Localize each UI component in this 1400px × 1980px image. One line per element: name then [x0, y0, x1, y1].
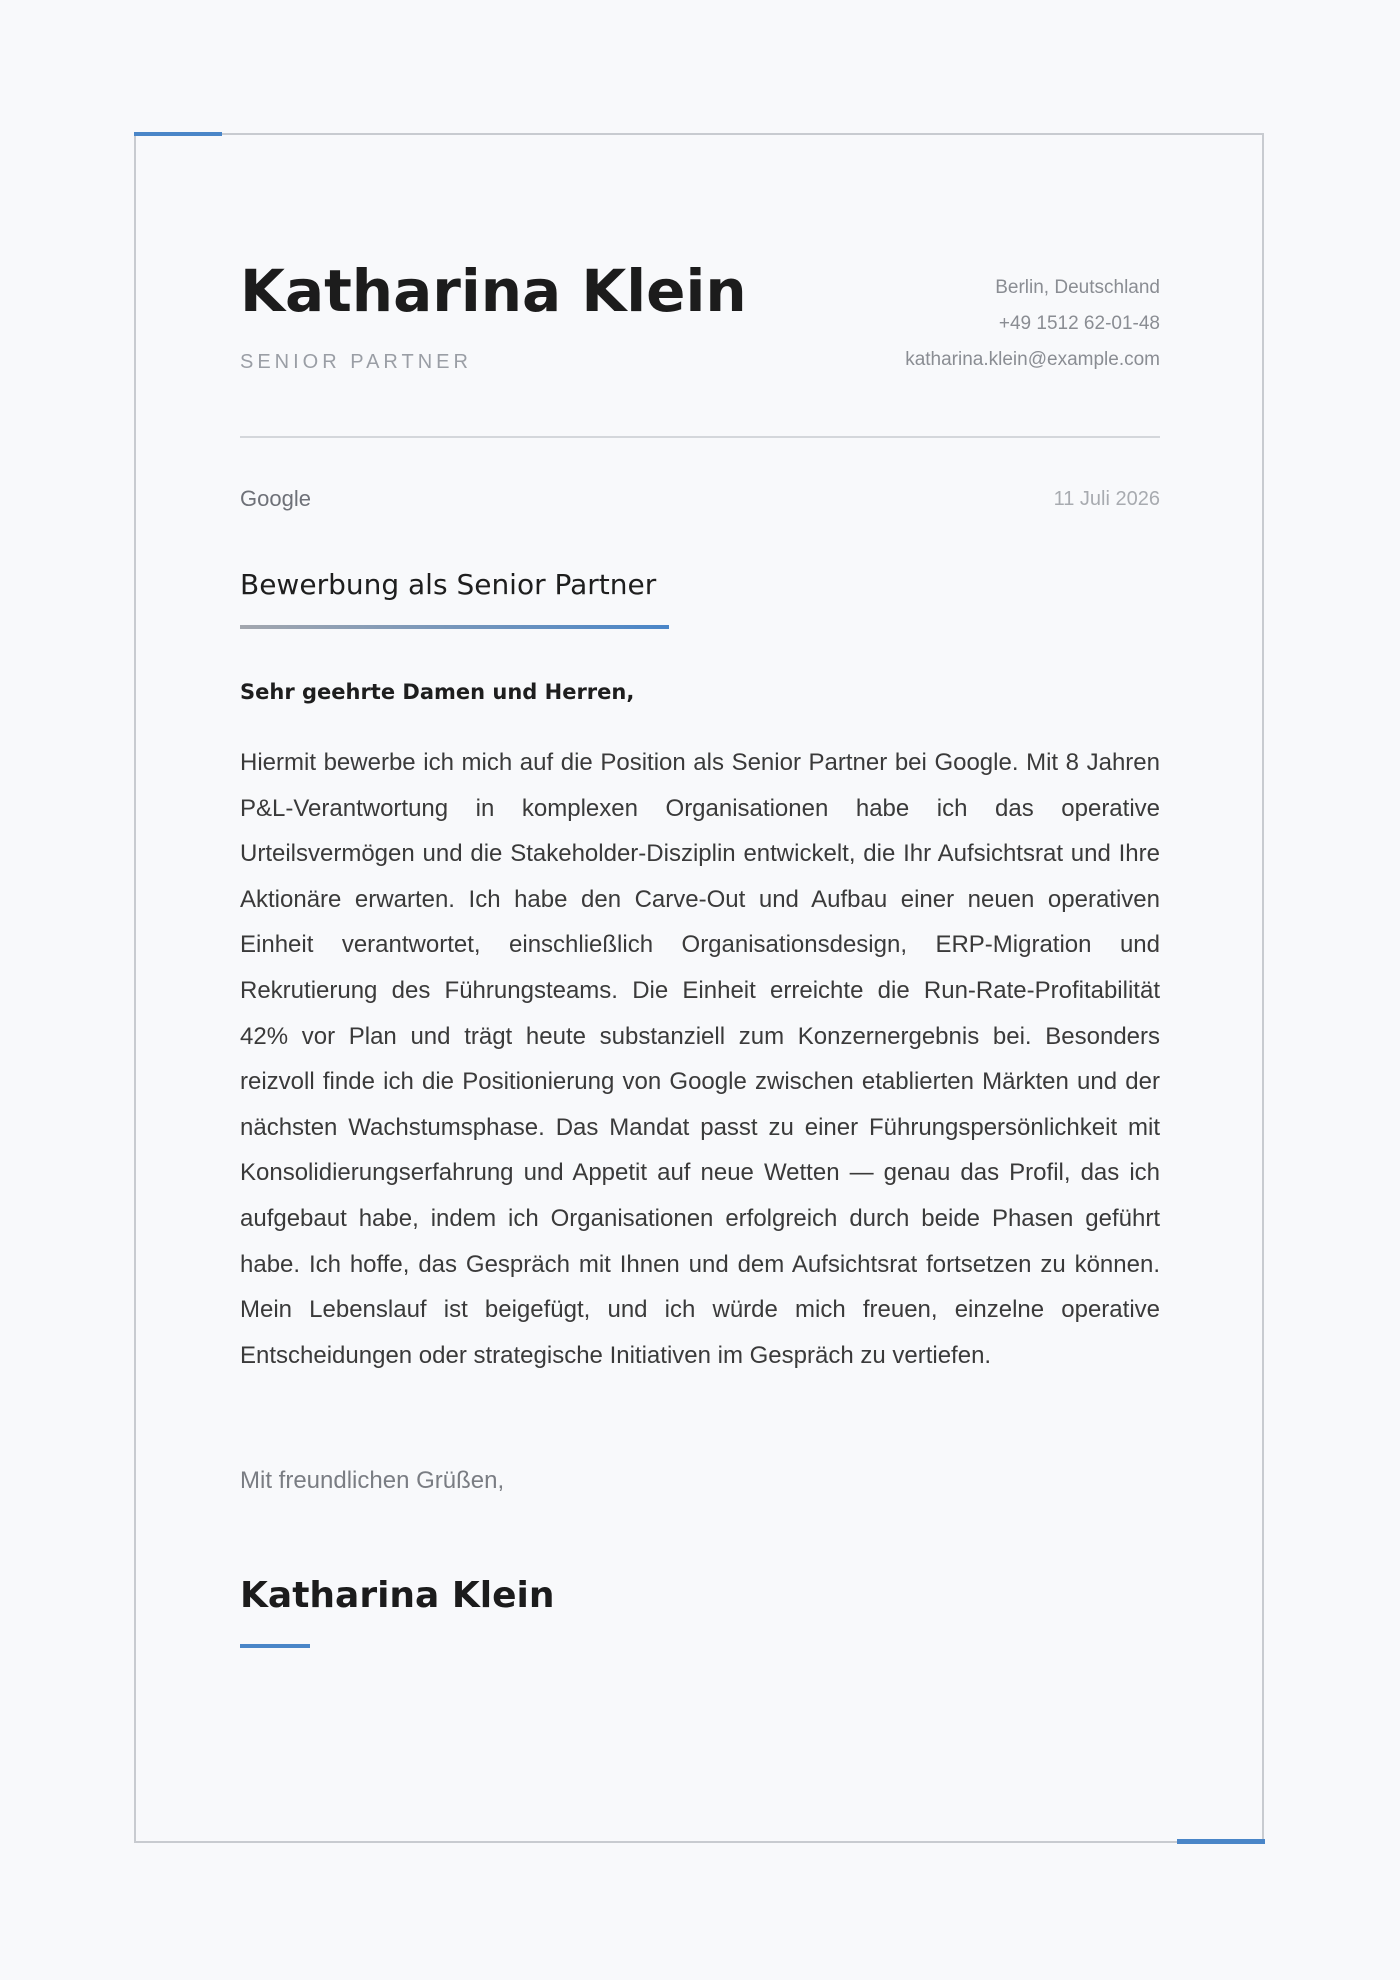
contact-email: katharina.klein@example.com [905, 349, 1160, 370]
header-divider [240, 436, 1160, 438]
contact-phone: +49 1512 62-01-48 [998, 313, 1160, 334]
signature-underline [240, 1644, 310, 1648]
salutation: Sehr geehrte Damen und Herren, [240, 680, 635, 704]
letter-body: Hiermit bewerbe ich mich auf die Position als Senior Partner bei Google. Mit 8 Jahren P&L-Verantwortung in komplexen Organisationen habe ich das operative Urteilsvermögen und die Stakeholder-Disziplin entwickelt, die Ihr Aufsichtsrat und Ihre Aktionäre erwarten. Ich habe den Carve-Out und Aufbau einer neuen operativen Einheit verantwortet, einschließlich Organisationsdesign, ERP-Migration und Rekrutierung des Führungsteams. Die Einheit erreichte die Run-Rate-Profitabilität 42% vor Plan und trägt heute substanziell zum Konzernergebnis bei. Besonders reizvoll finde ich die Positionierung von Google zwischen etablierten Märkten und der nächsten Wachstumsphase. Das Mandat passt zu einer Führungspersönlichkeit mit Konsolidierungserfahrung und Appetit auf neue Wetten — genau das Profil, das ich aufgebaut habe, indem ich Organisationen erfolgreich durch beide Phasen geführt habe. Ich hoffe, das Gespräch mit Ihnen und dem Aufsichtsrat fortsetzen zu können. Mein Lebenslauf ist beigefügt, und ich würde mich freuen, einzelne operative Entscheidungen oder strategische Initiativen im Gespräch zu vertiefen. [240, 749, 1160, 1369]
closing: Mit freundlichen Grüßen, [240, 1467, 505, 1494]
letter-date: 11 Juli 2026 [1053, 488, 1160, 510]
contact-location: Berlin, Deutschland [995, 277, 1160, 298]
applicant-role: SENIOR PARTNER [240, 351, 472, 373]
recipient: Google [240, 486, 311, 511]
corner-accent-top [134, 132, 222, 136]
applicant-name: Katharina Klein [240, 257, 747, 325]
contact-block [905, 270, 1160, 378]
subject-underline [240, 625, 669, 629]
corner-accent-bottom [1177, 1839, 1265, 1844]
letter-subject: Bewerbung als Senior Partner [240, 568, 657, 601]
signature: Katharina Klein [240, 1575, 555, 1616]
